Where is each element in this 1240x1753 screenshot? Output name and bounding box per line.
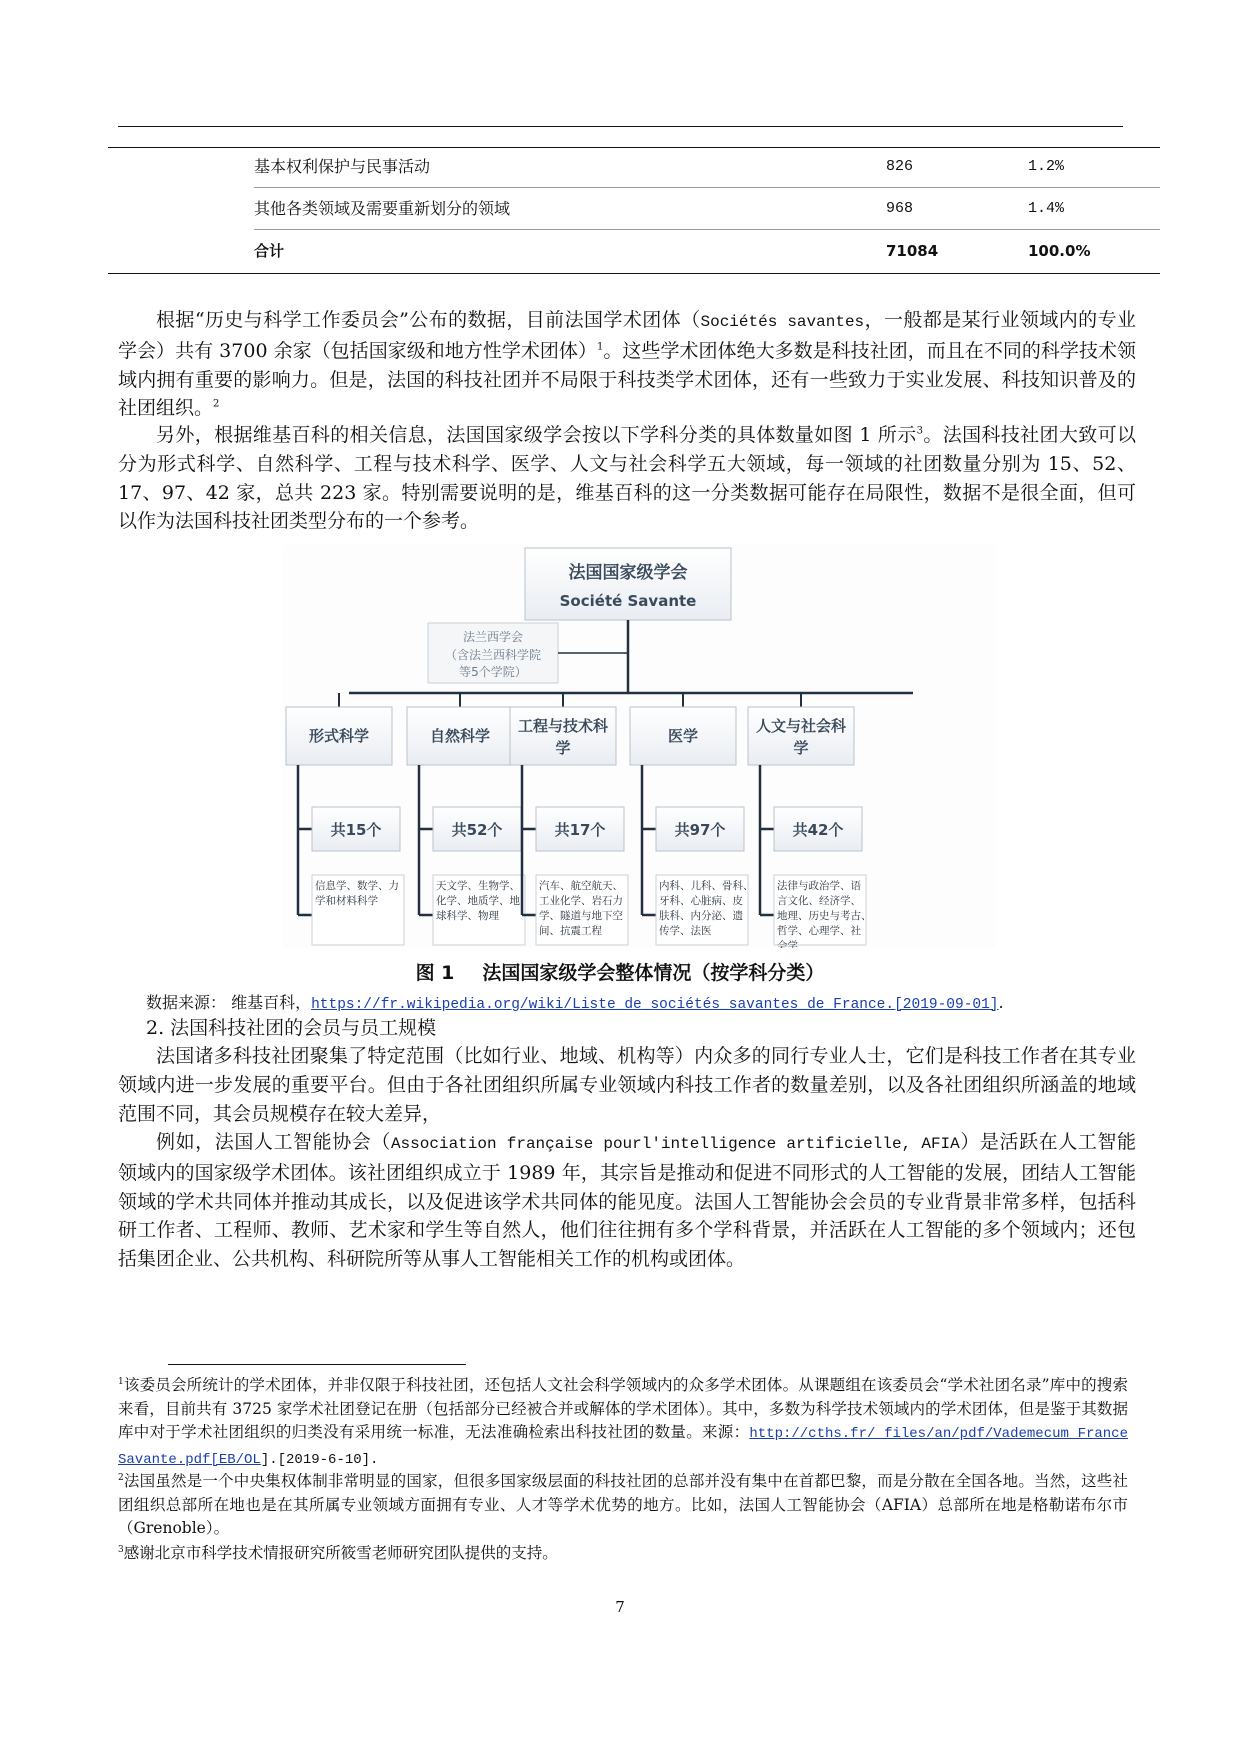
academy-note: （含法兰西科学院: [444, 648, 542, 662]
footnote-link[interactable]: http://cths.fr/ files/an/pdf/Vademecum France Savante.pdf[EB/OL: [118, 1426, 1128, 1468]
footnote-number: 3: [118, 1544, 124, 1555]
footnote-text: 感谢北京市科学技术情报研究所筱雪老师研究团队提供的支持。: [123, 1544, 558, 1562]
source-suffix: .: [998, 993, 1004, 1012]
table-bottom-rule: [108, 273, 1160, 274]
detail-text: 工业化学、岩石力: [539, 895, 623, 907]
category-label: 自然科学: [429, 727, 491, 745]
detail-text: 汽车、航空航天、: [539, 880, 623, 892]
academy-title: 法兰西学会: [462, 630, 524, 644]
latin-term: Association française pourl'intelligence artificielle, AFIA: [390, 1135, 960, 1153]
category-label: 形式科学: [308, 727, 370, 745]
section-heading: 2. 法国科技社团的会员与员工规模: [146, 1017, 437, 1039]
detail-text: 信息学、数学、力: [315, 880, 399, 892]
source-label: 数据来源： 维基百科，: [146, 993, 312, 1012]
paragraph-text: 。这些学术团体绝大多数是科技社团，而且在不同的科学技术领域内拥有重要的影响力。但是，法国的科技社团并不局限于科技类学术团体，还有一些致力于实业发展、科技知识普及的社团组织。: [118, 339, 1136, 420]
latin-term: Sociétés savantes: [700, 313, 865, 331]
paragraph: [118, 306, 1136, 423]
figure-caption: [0, 958, 1240, 985]
row-divider: [254, 229, 1160, 230]
count-label: 共15个: [330, 821, 382, 839]
footnote-tail: ].[2019-6-10].: [260, 1451, 379, 1468]
source-link[interactable]: https://fr.wikipedia.org/wiki/Liste_de_sociétés_savantes_de_France.[2019-09-01]: [311, 997, 999, 1013]
detail-text: 言文化、经济学、: [777, 895, 861, 907]
detail-text: 会学: [777, 940, 798, 948]
category-label: 医学: [667, 727, 699, 745]
count-label: 共42个: [792, 821, 844, 839]
row-name: 其他各类领域及需要重新划分的领域: [254, 199, 511, 218]
footnote-number: 2: [118, 1472, 124, 1483]
detail-text: 化学、地质学、地: [436, 895, 520, 907]
paragraph-text: ，一般都是某行业领域内的专业学会）共有 3700 余家（包括国家级和地方性学术团体）: [118, 309, 1136, 362]
paragraph: [118, 1128, 1136, 1274]
category-label: 工程与技术科: [517, 717, 609, 735]
detail-text: 间、抗震工程: [539, 925, 602, 937]
org-chart-figure: [283, 545, 996, 948]
detail-text: 法律与政治学、语: [777, 880, 861, 892]
row-name: 基本权利保护与民事活动: [254, 157, 431, 176]
page-number: 7: [615, 1598, 625, 1616]
category-label: 学: [555, 739, 571, 757]
detail-text: 地理、历史与考古、: [777, 910, 872, 922]
paragraph-text: 另外，根据维基百科的相关信息，法国国家级学会按以下学科分类的具体数量如图 1 所示: [156, 424, 917, 446]
paragraph-text: 例如，法国人工智能协会（: [156, 1131, 391, 1153]
figure-title: 法国国家级学会整体情况（按学科分类）: [482, 962, 825, 984]
footnote-text: 法国虽然是一个中央集权体制非常明显的国家，但很多国家级层面的科技社团的总部并没有集中在首都巴黎，而是分散在全国各地。当然，这些社团组织总部所在地也是在其所属专业领域方面拥有专业、人才等学术优势的地方。比如，法国人工智能协会（AFIA）总部所在地是格勒诺布尔市（Grenoble）。: [118, 1472, 1128, 1538]
footnote-ref[interactable]: 1: [596, 341, 604, 353]
detail-text: 学和材料科学: [315, 895, 378, 907]
footnote-ref[interactable]: 2: [213, 399, 220, 411]
academy-note: 等5个学院）: [459, 665, 527, 679]
footnote-ref[interactable]: 3: [916, 425, 924, 437]
total-percent: 100.0%: [1028, 242, 1091, 260]
paragraph-text: 根据“历史与科学工作委员会”公布的数据，目前法国学术团体（: [156, 309, 701, 331]
detail-text: 内科、儿科、骨科、: [659, 880, 754, 892]
detail-text: 肤科、内分泌、遗: [659, 910, 743, 922]
total-count: 71084: [886, 242, 939, 260]
detail-text: 学、隧道与地下空: [539, 910, 623, 922]
root-title: 法国国家级学会: [568, 563, 688, 583]
paragraph: 法国诸多科技社团聚集了特定范围（比如行业、地域、机构等）内众多的同行专业人士，它们是科技工作者在其专业领域内进一步发展的重要平台。但由于各社团组织所属专业领域内科技工作者的数量差别，以及各社团组织所涵盖的地域范围不同，其会员规模存在较大差异，: [118, 1045, 1136, 1125]
footnote-number: 1: [118, 1376, 124, 1387]
row-percent: 1.4%: [1028, 200, 1065, 217]
count-label: 共17个: [554, 821, 606, 839]
footnote-text: 该委员会所统计的学术团体，并非仅限于科技社团，还包括人文社会科学领域内的众多学术团体。从课题组在该委员会“学术社团名录”库中的搜索来看，目前共有 3725 家学术社团登记在册（包括部分已经被合并或解体的学术团体）。其中，多数为科学技术领域内的学术团体，但是鉴于其数据库中对于学术社团组织的归类没有采用统一标准，无法准确检索出科技社团的数量。来源：: [118, 1376, 1128, 1442]
total-label: 合计: [254, 242, 285, 260]
row-percent: 1.2%: [1028, 158, 1065, 175]
detail-text: 传学、法医: [659, 925, 712, 937]
detail-text: 哲学、心理学、社: [777, 925, 861, 937]
paragraph-text: 。法国科技社团大致可以分为形式科学、自然科学、工程与技术科学、医学、人文与社会科学五大领域，每一领域的社团数量分别为 15、52、17、97、42 家，总共 223 家。特别需要说明的是，维基百科的这一分类数据可能存在局限性，数据不是很全面，但可以作为法国科技社团类型分布的一个参考。: [118, 424, 1136, 533]
detail-text: 天文学、生物学、: [436, 880, 520, 892]
table-row: [108, 189, 1160, 229]
count-label: 共97个: [674, 821, 726, 839]
footnote-rule: [168, 1364, 466, 1365]
figure-source: [146, 990, 1004, 1013]
footnote-3: [118, 1542, 1128, 1566]
paragraph-text: ）是活跃在人工智能领域内的国家级学术团体。该社团组织成立于 1989 年，其宗旨是推动和促进不同形式的人工智能的发展，团结人工智能领域的学术共同体并推动其成长，以及促进该学术共同体的能见度。法国人工智能协会会员的专业背景非常多样，包括科研工作者、工程师、教师、艺术家和学生等自然人，他们往往拥有多个学科背景，并活跃在人工智能的多个领域内；还包括集团企业、公共机构、科研院所等从事人工智能相关工作的机构或团体。: [118, 1131, 1136, 1271]
row-divider: [254, 187, 1160, 188]
root-subtitle: Société Savante: [559, 592, 697, 610]
detail-text: 牙科、心脏病、皮: [659, 895, 743, 907]
header-rule: [118, 126, 1123, 127]
row-count: 968: [886, 200, 914, 217]
count-label: 共52个: [451, 821, 503, 839]
category-label: 学: [793, 739, 809, 757]
footnote-1: [118, 1374, 1128, 1472]
category-label: 人文与社会科: [755, 717, 847, 735]
table-row: [108, 147, 1160, 187]
figure-label: 图 1: [415, 962, 455, 984]
table-total-row: [108, 231, 1160, 271]
paragraph: [118, 421, 1136, 536]
detail-text: 球科学、物理: [436, 910, 499, 922]
footnote-2: [118, 1470, 1128, 1541]
row-count: 826: [886, 158, 914, 175]
